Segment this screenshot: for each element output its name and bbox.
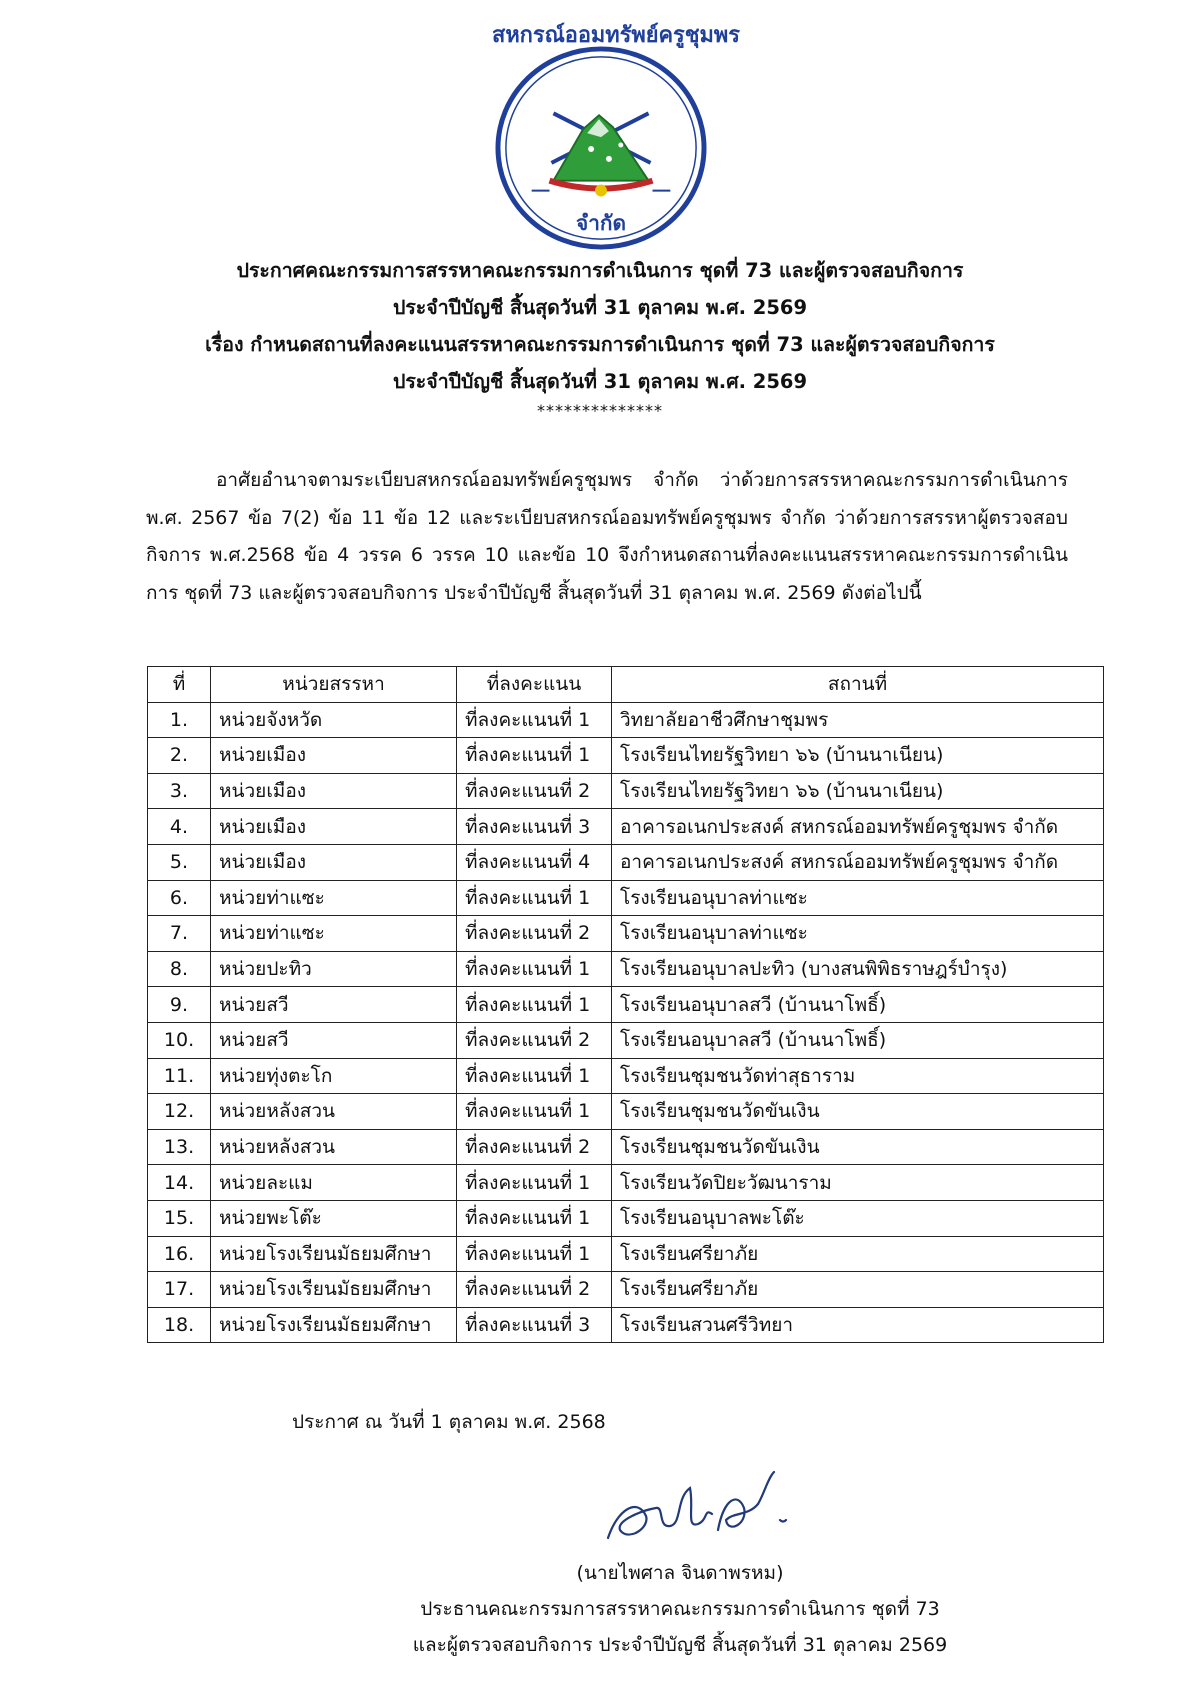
- row-location: อาคารอเนกประสงค์ สหกรณ์ออมทรัพย์ครูชุมพร จำกัด: [612, 809, 1104, 845]
- announce-date: ประกาศ ณ วันที่ 1 ตุลาคม พ.ศ. 2568: [292, 1411, 606, 1433]
- row-number: 2.: [148, 738, 211, 774]
- header-no: ที่: [148, 667, 211, 703]
- row-unit: หน่วยละแม: [211, 1165, 457, 1201]
- row-polling-place: ที่ลงคะแนนที่ 1: [457, 1165, 612, 1201]
- row-polling-place: ที่ลงคะแนนที่ 2: [457, 916, 612, 952]
- header-separator: **************: [537, 401, 663, 420]
- signer-role-line-1: ประธานคณะกรรมการสรรหาคณะกรรมการดำเนินการ ชุดที่ 73: [420, 1598, 940, 1620]
- header-polling-place: ที่ลงคะแนน: [457, 667, 612, 703]
- row-number: 13.: [148, 1129, 211, 1165]
- row-number: 8.: [148, 951, 211, 987]
- row-unit: หน่วยเมือง: [211, 809, 457, 845]
- row-number: 11.: [148, 1058, 211, 1094]
- intro-paragraph: [146, 462, 1068, 612]
- table-row: [148, 809, 1104, 845]
- row-number: 1.: [148, 702, 211, 738]
- header-line-1: ประกาศคณะกรรมการสรรหาคณะกรรมการดำเนินการ ชุดที่ 73 และผู้ตรวจสอบกิจการ: [236, 259, 964, 282]
- logo-text-top: สหกรณ์ออมทรัพย์ครูชุมพร: [492, 23, 740, 48]
- row-polling-place: ที่ลงคะแนนที่ 1: [457, 738, 612, 774]
- table-row: [148, 951, 1104, 987]
- row-polling-place: ที่ลงคะแนนที่ 4: [457, 844, 612, 880]
- row-location: โรงเรียนอนุบาลพะโต๊ะ: [612, 1200, 1104, 1236]
- row-location: โรงเรียนอนุบาลท่าแซะ: [612, 880, 1104, 916]
- table-row: [148, 844, 1104, 880]
- row-polling-place: ที่ลงคะแนนที่ 2: [457, 1129, 612, 1165]
- row-polling-place: ที่ลงคะแนนที่ 1: [457, 880, 612, 916]
- row-unit: หน่วยท่าแซะ: [211, 916, 457, 952]
- row-unit: หน่วยสวี: [211, 987, 457, 1023]
- row-unit: หน่วยทุ่งตะโก: [211, 1058, 457, 1094]
- row-location: อาคารอเนกประสงค์ สหกรณ์ออมทรัพย์ครูชุมพร จำกัด: [612, 844, 1104, 880]
- table-row: [148, 1022, 1104, 1058]
- table-row: [148, 987, 1104, 1023]
- row-polling-place: ที่ลงคะแนนที่ 3: [457, 1307, 612, 1343]
- row-polling-place: ที่ลงคะแนนที่ 1: [457, 1094, 612, 1130]
- row-unit: หน่วยหลังสวน: [211, 1094, 457, 1130]
- row-location: โรงเรียนสวนศรีวิทยา: [612, 1307, 1104, 1343]
- header-line-2: ประจำปีบัญชี สิ้นสุดวันที่ 31 ตุลาคม พ.ศ. 2569: [392, 296, 808, 319]
- row-location: โรงเรียนอนุบาลท่าแซะ: [612, 916, 1104, 952]
- row-unit: หน่วยโรงเรียนมัธยมศึกษา: [211, 1272, 457, 1308]
- table-row: [148, 880, 1104, 916]
- row-number: 10.: [148, 1022, 211, 1058]
- table-row: [148, 1058, 1104, 1094]
- row-number: 5.: [148, 844, 211, 880]
- row-unit: หน่วยโรงเรียนมัธยมศึกษา: [211, 1307, 457, 1343]
- row-location: โรงเรียนอนุบาลสวี (บ้านนาโพธิ์): [612, 987, 1104, 1023]
- row-unit: หน่วยปะทิว: [211, 951, 457, 987]
- row-unit: หน่วยเมือง: [211, 738, 457, 774]
- row-unit: หน่วยท่าแซะ: [211, 880, 457, 916]
- header-line-3: เรื่อง กำหนดสถานที่ลงคะแนนสรรหาคณะกรรมการดำเนินการ ชุดที่ 73 และผู้ตรวจสอบกิจการ: [205, 333, 995, 356]
- row-location: โรงเรียนอนุบาลปะทิว (บางสนพิพิธราษฎร์บำรุง): [612, 951, 1104, 987]
- table-row: [148, 1200, 1104, 1236]
- row-number: 12.: [148, 1094, 211, 1130]
- table-row: [148, 916, 1104, 952]
- row-location: วิทยาลัยอาชีวศึกษาชุมพร: [612, 702, 1104, 738]
- row-polling-place: ที่ลงคะแนนที่ 2: [457, 773, 612, 809]
- table-row: [148, 773, 1104, 809]
- row-number: 7.: [148, 916, 211, 952]
- row-polling-place: ที่ลงคะแนนที่ 1: [457, 987, 612, 1023]
- table-row: [148, 738, 1104, 774]
- row-number: 6.: [148, 880, 211, 916]
- row-location: โรงเรียนศรียาภัย: [612, 1272, 1104, 1308]
- header-location: สถานที่: [612, 667, 1104, 703]
- row-location: โรงเรียนชุมชนวัดขันเงิน: [612, 1094, 1104, 1130]
- table-row: [148, 1165, 1104, 1201]
- row-location: โรงเรียนวัดปิยะวัฒนาราม: [612, 1165, 1104, 1201]
- row-location: โรงเรียนไทยรัฐวิทยา ๖๖ (บ้านนาเนียน): [612, 738, 1104, 774]
- table-row: [148, 1236, 1104, 1272]
- row-unit: หน่วยจังหวัด: [211, 702, 457, 738]
- header-unit: หน่วยสรรหา: [211, 667, 457, 703]
- row-number: 9.: [148, 987, 211, 1023]
- table-row: [148, 1129, 1104, 1165]
- row-polling-place: ที่ลงคะแนนที่ 1: [457, 1200, 612, 1236]
- table-body: [148, 702, 1104, 1343]
- row-unit: หน่วยสวี: [211, 1022, 457, 1058]
- row-polling-place: ที่ลงคะแนนที่ 1: [457, 1058, 612, 1094]
- announcement-header: [0, 252, 1200, 422]
- row-polling-place: ที่ลงคะแนนที่ 2: [457, 1272, 612, 1308]
- table-row: [148, 1272, 1104, 1308]
- row-number: 4.: [148, 809, 211, 845]
- row-number: 16.: [148, 1236, 211, 1272]
- row-unit: หน่วยเมือง: [211, 773, 457, 809]
- row-polling-place: ที่ลงคะแนนที่ 1: [457, 1236, 612, 1272]
- polling-locations-table: [147, 666, 1104, 1343]
- row-location: โรงเรียนชุมชนวัดขันเงิน: [612, 1129, 1104, 1165]
- row-unit: หน่วยโรงเรียนมัธยมศึกษา: [211, 1236, 457, 1272]
- logo-text-bottom: จำกัด: [576, 211, 626, 236]
- row-unit: หน่วยหลังสวน: [211, 1129, 457, 1165]
- table-row: [148, 1094, 1104, 1130]
- row-unit: หน่วยเมือง: [211, 844, 457, 880]
- row-number: 17.: [148, 1272, 211, 1308]
- row-unit: หน่วยพะโต๊ะ: [211, 1200, 457, 1236]
- row-polling-place: ที่ลงคะแนนที่ 1: [457, 951, 612, 987]
- cooperative-logo: [492, 23, 740, 254]
- signer-block: [0, 1555, 1200, 1663]
- row-polling-place: ที่ลงคะแนนที่ 2: [457, 1022, 612, 1058]
- table-row: [148, 1307, 1104, 1343]
- row-polling-place: ที่ลงคะแนนที่ 1: [457, 702, 612, 738]
- row-number: 14.: [148, 1165, 211, 1201]
- table-row: [148, 702, 1104, 738]
- intro-text: อาศัยอำนาจตามระเบียบสหกรณ์ออมทรัพย์ครูชุมพร จำกัด ว่าด้วยการสรรหาคณะกรรมการดำเนินการ พ.ศ. 2567 ข้อ 7(2) ข้อ 11 ข้อ 12 และระเบียบสหกรณ์ออมทรัพย์ครูชุมพร จำกัด ว่าด้วยการสรรหาผู้ตรวจสอบกิจการ พ.ศ.2568 ข้อ 4 วรรค 6 วรรค 10 และข้อ 10 จึงกำหนดสถานที่ลงคะแนนสรรหาคณะกรรมการดำเนินการ ชุดที่ 73 และผู้ตรวจสอบกิจการ ประจำปีบัญชี สิ้นสุดวันที่ 31 ตุลาคม พ.ศ. 2569 ดังต่อไปนี้: [146, 469, 1068, 604]
- signature-image: [598, 1468, 808, 1556]
- signer-name: (นายไพศาล จินดาพรหม): [576, 1562, 784, 1584]
- header-line-4: ประจำปีบัญชี สิ้นสุดวันที่ 31 ตุลาคม พ.ศ. 2569: [392, 370, 808, 393]
- row-location: โรงเรียนชุมชนวัดท่าสุธาราม: [612, 1058, 1104, 1094]
- row-number: 3.: [148, 773, 211, 809]
- row-location: โรงเรียนอนุบาลสวี (บ้านนาโพธิ์): [612, 1022, 1104, 1058]
- row-number: 15.: [148, 1200, 211, 1236]
- row-number: 18.: [148, 1307, 211, 1343]
- row-location: โรงเรียนไทยรัฐวิทยา ๖๖ (บ้านนาเนียน): [612, 773, 1104, 809]
- table-header-row: [148, 667, 1104, 703]
- row-polling-place: ที่ลงคะแนนที่ 3: [457, 809, 612, 845]
- row-location: โรงเรียนศรียาภัย: [612, 1236, 1104, 1272]
- signer-role-line-2: และผู้ตรวจสอบกิจการ ประจำปีบัญชี สิ้นสุดวันที่ 31 ตุลาคม 2569: [412, 1634, 948, 1656]
